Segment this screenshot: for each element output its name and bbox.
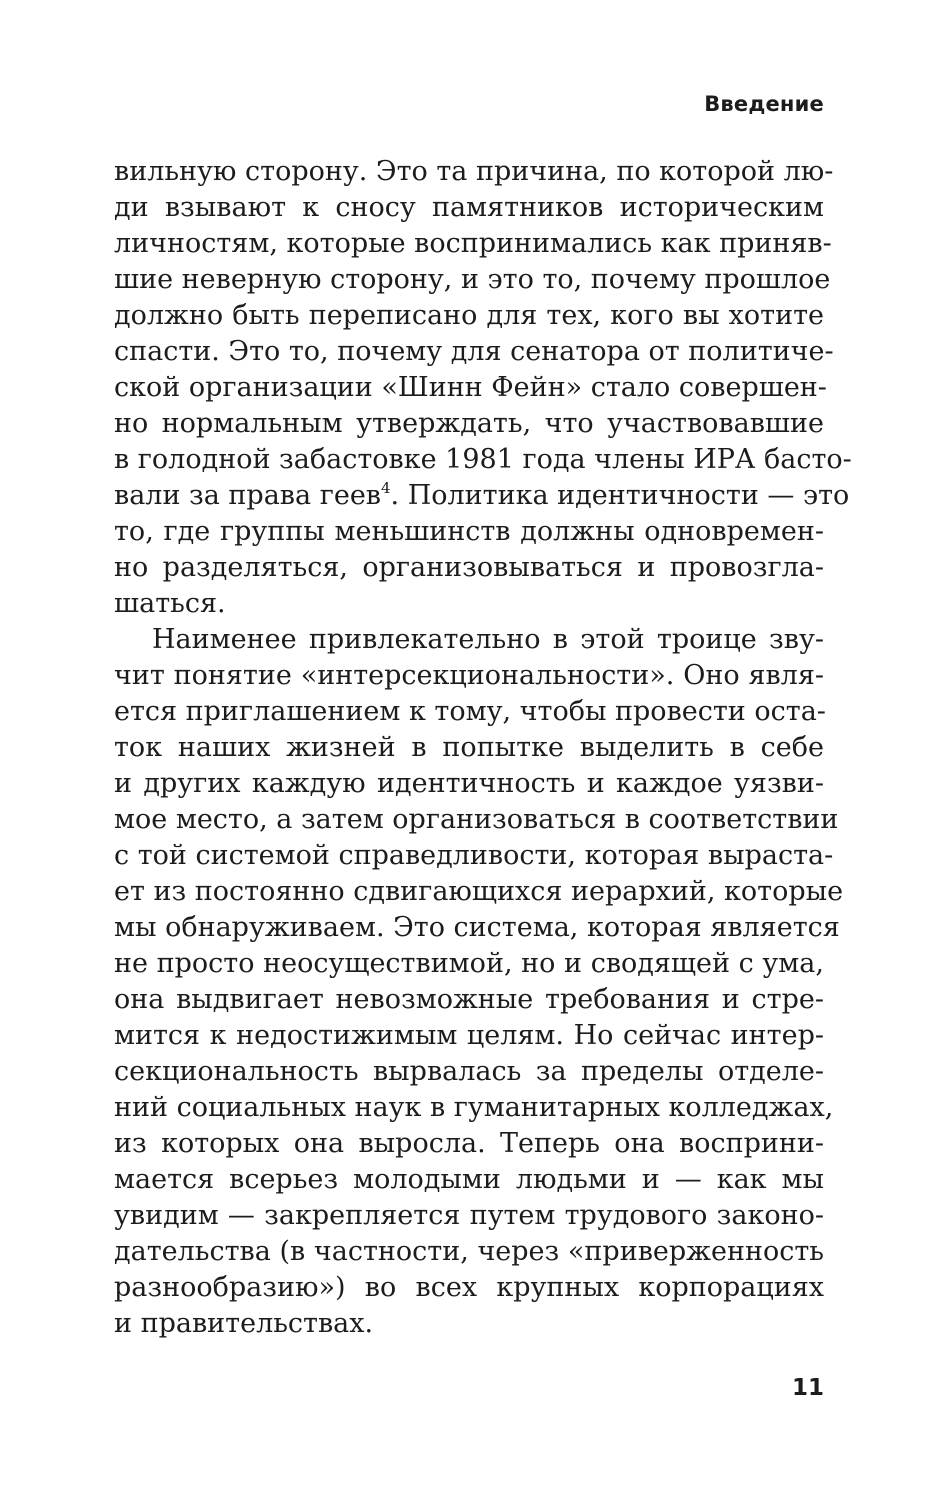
text-line: в голодной забастовке 1981 года члены ИРА басто- <box>114 444 852 475</box>
text-line: но разделяться, организовываться и провозгла- <box>114 552 824 583</box>
text-line: не просто неосуществимой, но и сводящей с ума, <box>114 948 824 979</box>
text-line: мится к недостижимым целям. Но сейчас интер- <box>114 1020 824 1051</box>
text-fragment: вали за права геев <box>114 480 381 511</box>
footnote-mark[interactable]: 4 <box>381 479 391 497</box>
text-line: личностям, которые воспринимались как приняв- <box>114 228 832 259</box>
text-line: ток наших жизней в попытке выделить в себе <box>114 732 824 763</box>
text-line: и правительствах. <box>114 1308 374 1339</box>
text-line: ний социальных наук в гуманитарных колледжах, <box>114 1092 834 1123</box>
text-line: с той системой справедливости, которая выраста- <box>114 840 834 871</box>
text-line: дательства (в частности, через «приверженность <box>114 1236 824 1267</box>
text-line: увидим — закрепляется путем трудового законо- <box>114 1200 824 1231</box>
body-text <box>114 154 852 1342</box>
text-line: вильную сторону. Это та причина, по которой лю- <box>114 156 834 187</box>
text-fragment: . Политика идентичности — это <box>390 480 850 511</box>
text-line: чит понятие «интерсекциональности». Оно явля- <box>114 660 824 691</box>
text-line: из которых она выросла. Теперь она восприни- <box>114 1128 824 1159</box>
text-line: секциональность вырвалась за пределы отделе- <box>114 1056 824 1087</box>
text-line: Наименее привлекательно в этой троице зву- <box>152 624 824 655</box>
text-line: должно быть переписано для тех, кого вы хотите <box>114 300 824 331</box>
text-line-with-footnote <box>114 478 850 514</box>
text-line: ди взывают к сносу памятников историческим <box>114 192 824 223</box>
text-line: но нормальным утверждать, что участвовавшие <box>114 408 824 439</box>
text-line: шие неверную сторону, и это то, почему прошлое <box>114 264 831 295</box>
text-line: мается всерьез молодыми людьми и — как мы <box>114 1164 824 1195</box>
running-head: Введение <box>704 92 824 116</box>
text-line: ской организации «Шинн Фейн» стало совершен- <box>114 372 827 403</box>
text-line: ет из постоянно сдвигающихся иерархий, которые <box>114 876 844 907</box>
text-line: разнообразию») во всех крупных корпорациях <box>114 1272 824 1303</box>
text-line: шаться. <box>114 588 226 619</box>
text-line: ется приглашением к тому, чтобы провести оста- <box>114 696 826 727</box>
text-line: спасти. Это то, почему для сенатора от политиче- <box>114 336 834 367</box>
text-line: и других каждую идентичность и каждое уязви- <box>114 768 824 799</box>
text-line: она выдвигает невозможные требования и стре- <box>114 984 824 1015</box>
text-line: то, где группы меньшинств должны одновремен- <box>114 516 824 547</box>
page-number: 11 <box>791 1375 824 1401</box>
text-line: мое место, а затем организоваться в соответствии <box>114 804 839 835</box>
text-line: мы обнаруживаем. Это система, которая является <box>114 912 840 943</box>
